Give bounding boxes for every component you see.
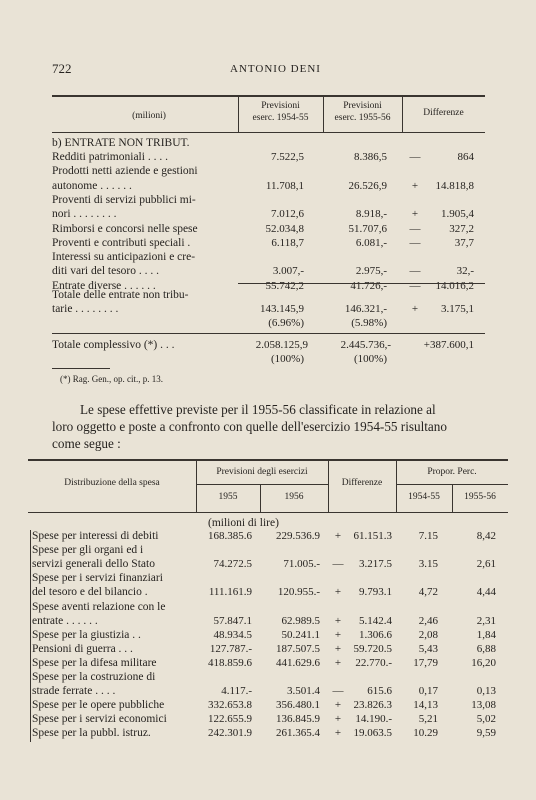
value-1955: 57.847.1 — [213, 614, 252, 627]
proportion-1955-56: 0,13 — [476, 685, 496, 698]
table2-top-rule — [28, 459, 508, 461]
diff-sign: + — [334, 656, 342, 669]
table2-units: (milioni di lire) — [208, 517, 279, 529]
prev1-value: 6.118,7 — [271, 236, 304, 249]
diff-sign: — — [409, 279, 421, 292]
table1-header-rule — [52, 132, 485, 133]
value-1956: 71.005.- — [283, 558, 320, 571]
diff-sign: + — [334, 530, 342, 542]
value-1955: 332.653.8 — [208, 699, 252, 712]
row-label: Spese per la giustizia . . — [32, 628, 141, 641]
proportion-1954-55: 2,08 — [418, 628, 438, 641]
proportion-1954-55: 0,17 — [418, 685, 438, 698]
table1-top-rule — [52, 95, 485, 97]
prev1-value: 55.742,2 — [265, 279, 304, 292]
table2-subheader-rule — [396, 484, 508, 485]
paragraph-line: come segue : — [52, 436, 121, 451]
footnote: (*) Rag. Gen., op. cit., p. 13. — [60, 374, 163, 384]
table2-1956-header: 1956 — [284, 492, 304, 502]
value-1955: 74.272.5 — [213, 558, 252, 571]
proportion-1954-55: 5,21 — [418, 713, 438, 726]
diff-value: 14.190.- — [355, 713, 392, 726]
diff-sign: — — [332, 558, 344, 571]
value-1956: 120.955.- — [277, 586, 320, 599]
table2-p2-header: 1955-56 — [464, 492, 496, 502]
prev1-value: 3.007,- — [272, 265, 304, 278]
grand-total-label: Totale complessivo (*) . . . — [52, 339, 175, 351]
diff-sign: + — [334, 614, 342, 627]
row-label: Spese per la difesa militare — [32, 656, 157, 669]
diff-sign: + — [334, 642, 342, 655]
diff-value: 327,2 — [449, 222, 474, 235]
diff-sign: — — [409, 236, 421, 249]
grand-total-prev2-pct: (100%) — [354, 353, 387, 365]
row-label: del tesoro e del bilancio . — [32, 586, 148, 599]
diff-sign: + — [411, 179, 419, 192]
table2-diff-header: Differenze — [341, 478, 383, 488]
diff-value: 32,- — [456, 265, 474, 278]
row-label: Pensioni di guerra . . . — [32, 642, 133, 655]
row-label: Proventi e contributi speciali . — [52, 236, 191, 249]
table1-prev2-header-line1: Previsioni — [343, 101, 382, 111]
row-label: Rimborsi e concorsi nelle spese — [52, 222, 198, 235]
table1-prev2-header-line2: eserc. 1955-56 — [334, 113, 391, 123]
proportion-1954-55: 7.15 — [418, 530, 438, 542]
row-label: Prodotti netti aziende e gestioni — [52, 165, 198, 178]
proportion-1954-55: 10.29 — [413, 727, 438, 740]
row-label: entrate . . . . . . — [32, 614, 98, 627]
value-1956: 187.507.5 — [276, 642, 320, 655]
proportion-1955-56: 6,88 — [476, 642, 496, 655]
proportion-1954-55: 5,43 — [418, 642, 438, 655]
diff-sign: — — [332, 685, 344, 698]
diff-value: 14.818,8 — [435, 179, 474, 192]
row-label: Spese per i servizi finanziari — [32, 572, 163, 585]
value-1955: 127.787.- — [209, 642, 252, 655]
diff-sign: + — [334, 586, 342, 599]
value-1956: 136.845.9 — [276, 713, 320, 726]
row-label: diti vari del tesoro . . . . — [52, 265, 159, 278]
row-label: Spese per la costruzione di — [32, 671, 156, 683]
table2-distribution-header: Distribuzione della spesa — [64, 478, 160, 488]
proportion-1954-55: 2,46 — [418, 614, 438, 627]
proportion-1955-56: 5,02 — [476, 713, 496, 726]
diff-value: 3.217.5 — [359, 558, 392, 571]
proportion-1954-55: 4,72 — [418, 586, 438, 599]
row-label: nori . . . . . . . . — [52, 208, 117, 221]
prev2-value: 26.526,9 — [348, 179, 387, 192]
row-label: Entrate diverse . . . . . . — [52, 279, 156, 292]
diff-sign: + — [334, 628, 342, 641]
diff-sign: + — [411, 208, 419, 221]
table2-1955-header: 1955 — [218, 492, 238, 502]
proportion-1955-56: 2,31 — [476, 614, 496, 627]
row-label: servizi generali dello Stato — [32, 558, 155, 571]
total-nontax-diff: 3.175,1 — [441, 303, 474, 315]
prev2-value: 41.726,- — [350, 279, 387, 292]
grand-total-prev2: 2.445.736,- — [340, 339, 391, 351]
prev1-value: 7.012,6 — [271, 208, 304, 221]
value-1955: 48.934.5 — [213, 628, 252, 641]
table2-forecasts-header: Previsioni degli esercizi — [216, 467, 308, 477]
total-nontax-label-line1: Totale delle entrate non tribu- — [52, 289, 189, 301]
table2-p1-header: 1954-55 — [408, 492, 440, 502]
proportion-1955-56: 13,08 — [471, 699, 496, 712]
proportion-1955-56: 8,42 — [476, 530, 496, 542]
prev2-value: 6.081,- — [355, 236, 387, 249]
diff-value: 19.063.5 — [353, 727, 392, 740]
value-1955: 242.301.9 — [208, 727, 252, 740]
grand-total-prev1-pct: (100%) — [271, 353, 304, 365]
prev1-value: 11.708,1 — [265, 179, 304, 192]
value-1956: 229.536.9 — [276, 530, 320, 542]
table1-diff-header: Differenze — [423, 108, 464, 118]
diff-value: 14.016,2 — [435, 279, 474, 292]
value-1956: 3.501.4 — [287, 685, 320, 698]
row-label: Spese per interessi di debiti — [32, 530, 159, 542]
diff-sign: + — [334, 699, 342, 712]
paragraph-line: loro oggetto e poste a confronto con quelle dell'esercizio 1954-55 risultano — [52, 419, 447, 434]
diff-sign: — — [409, 222, 421, 235]
diff-value: 1.306.6 — [359, 628, 392, 641]
grand-total-diff: +387.600,1 — [423, 339, 474, 351]
diff-value: 864 — [457, 151, 474, 163]
diff-value: 61.151.3 — [353, 530, 392, 542]
proportion-1955-56: 16,20 — [471, 656, 496, 669]
diff-sign: + — [334, 727, 342, 740]
section-title: b) ENTRATE NON TRIBUT. — [52, 137, 190, 149]
prev2-value: 51.707,6 — [348, 222, 387, 235]
row-label: Proventi di servizi pubblici mi- — [52, 193, 196, 206]
value-1956: 50.241.1 — [281, 628, 320, 641]
row-label: Spese per le opere pubbliche — [32, 699, 165, 712]
grand-total-rule — [52, 333, 485, 334]
row-label: Redditi patrimoniali . . . . — [52, 151, 168, 163]
value-1955: 122.655.9 — [208, 713, 252, 726]
row-label: Spese per la pubbl. istruz. — [32, 727, 151, 740]
diff-value: 59.720.5 — [353, 642, 392, 655]
diff-value: 5.142.4 — [359, 614, 392, 627]
prev1-value: 52.034,8 — [265, 222, 304, 235]
total-nontax-prev2: 146.321,- — [344, 303, 387, 315]
diff-sign: — — [409, 151, 421, 163]
diff-sign: — — [409, 265, 421, 278]
table2-subheader-rule — [196, 484, 328, 485]
diff-value: 9.793.1 — [359, 586, 392, 599]
row-label: autonome . . . . . . — [52, 179, 132, 192]
value-1956: 441.629.6 — [276, 656, 320, 669]
prev2-value: 2.975,- — [355, 265, 387, 278]
value-1956: 62.989.5 — [281, 614, 320, 627]
total-nontax-sign: + — [411, 303, 419, 315]
value-1956: 261.365.4 — [276, 727, 320, 740]
proportion-1955-56: 1,84 — [476, 628, 496, 641]
row-label: Spese aventi relazione con le — [32, 600, 166, 613]
page-number: 722 — [52, 61, 72, 76]
value-1955: 168.385.6 — [208, 530, 252, 542]
proportion-1954-55: 17,79 — [413, 656, 438, 669]
proportion-1955-56: 9,59 — [476, 727, 496, 740]
total-nontax-prev1: 143.145,9 — [260, 303, 304, 315]
diff-value: 22.770.- — [355, 656, 392, 669]
table1-prev1-header-line1: Previsioni — [261, 101, 300, 111]
value-1955: 4.117.- — [221, 685, 252, 698]
grand-total-prev1: 2.058.125,9 — [255, 339, 308, 351]
table1-prev1-header-line2: eserc. 1954-55 — [252, 113, 309, 123]
footnote-rule — [52, 368, 110, 369]
diff-value: 37,7 — [454, 236, 474, 249]
total-nontax-prev2-pct: (5.98%) — [351, 317, 387, 329]
prev1-value: 7.522,5 — [271, 151, 304, 163]
diff-sign: + — [334, 713, 342, 726]
running-author: ANTONIO DENI — [230, 63, 321, 75]
diff-value: 615.6 — [367, 685, 392, 698]
row-label: Spese per i servizi economici — [32, 713, 167, 726]
paragraph-line: Le spese effettive previste per il 1955-56 classificate in relazione al — [80, 402, 436, 417]
value-1956: 356.480.1 — [276, 699, 320, 712]
value-1955: 418.859.6 — [208, 656, 252, 669]
row-label: strade ferrate . . . . — [32, 685, 116, 698]
diff-value: 1.905,4 — [441, 208, 474, 221]
total-nontax-prev1-pct: (6.96%) — [268, 317, 304, 329]
proportion-1954-55: 3.15 — [418, 558, 438, 571]
row-label: Interessi su anticipazioni e cre- — [52, 251, 196, 264]
proportion-1954-55: 14,13 — [413, 699, 438, 712]
diff-value: 23.826.3 — [353, 699, 392, 712]
table1-units-header: (milioni) — [132, 111, 166, 121]
proportion-1955-56: 2,61 — [476, 558, 496, 571]
proportion-1955-56: 4,44 — [476, 586, 496, 599]
row-label: Spese per gli organi ed i — [32, 544, 144, 557]
total-nontax-label-line2: tarie . . . . . . . . — [52, 303, 119, 315]
table2-left-rule — [30, 530, 31, 742]
prev2-value: 8.386,5 — [354, 151, 387, 163]
table2-proportion-header: Propor. Perc. — [427, 467, 477, 477]
value-1955: 111.161.9 — [208, 586, 252, 599]
table2-header-rule — [28, 512, 508, 513]
prev2-value: 8.918,- — [355, 208, 387, 221]
total-rule — [238, 283, 485, 284]
